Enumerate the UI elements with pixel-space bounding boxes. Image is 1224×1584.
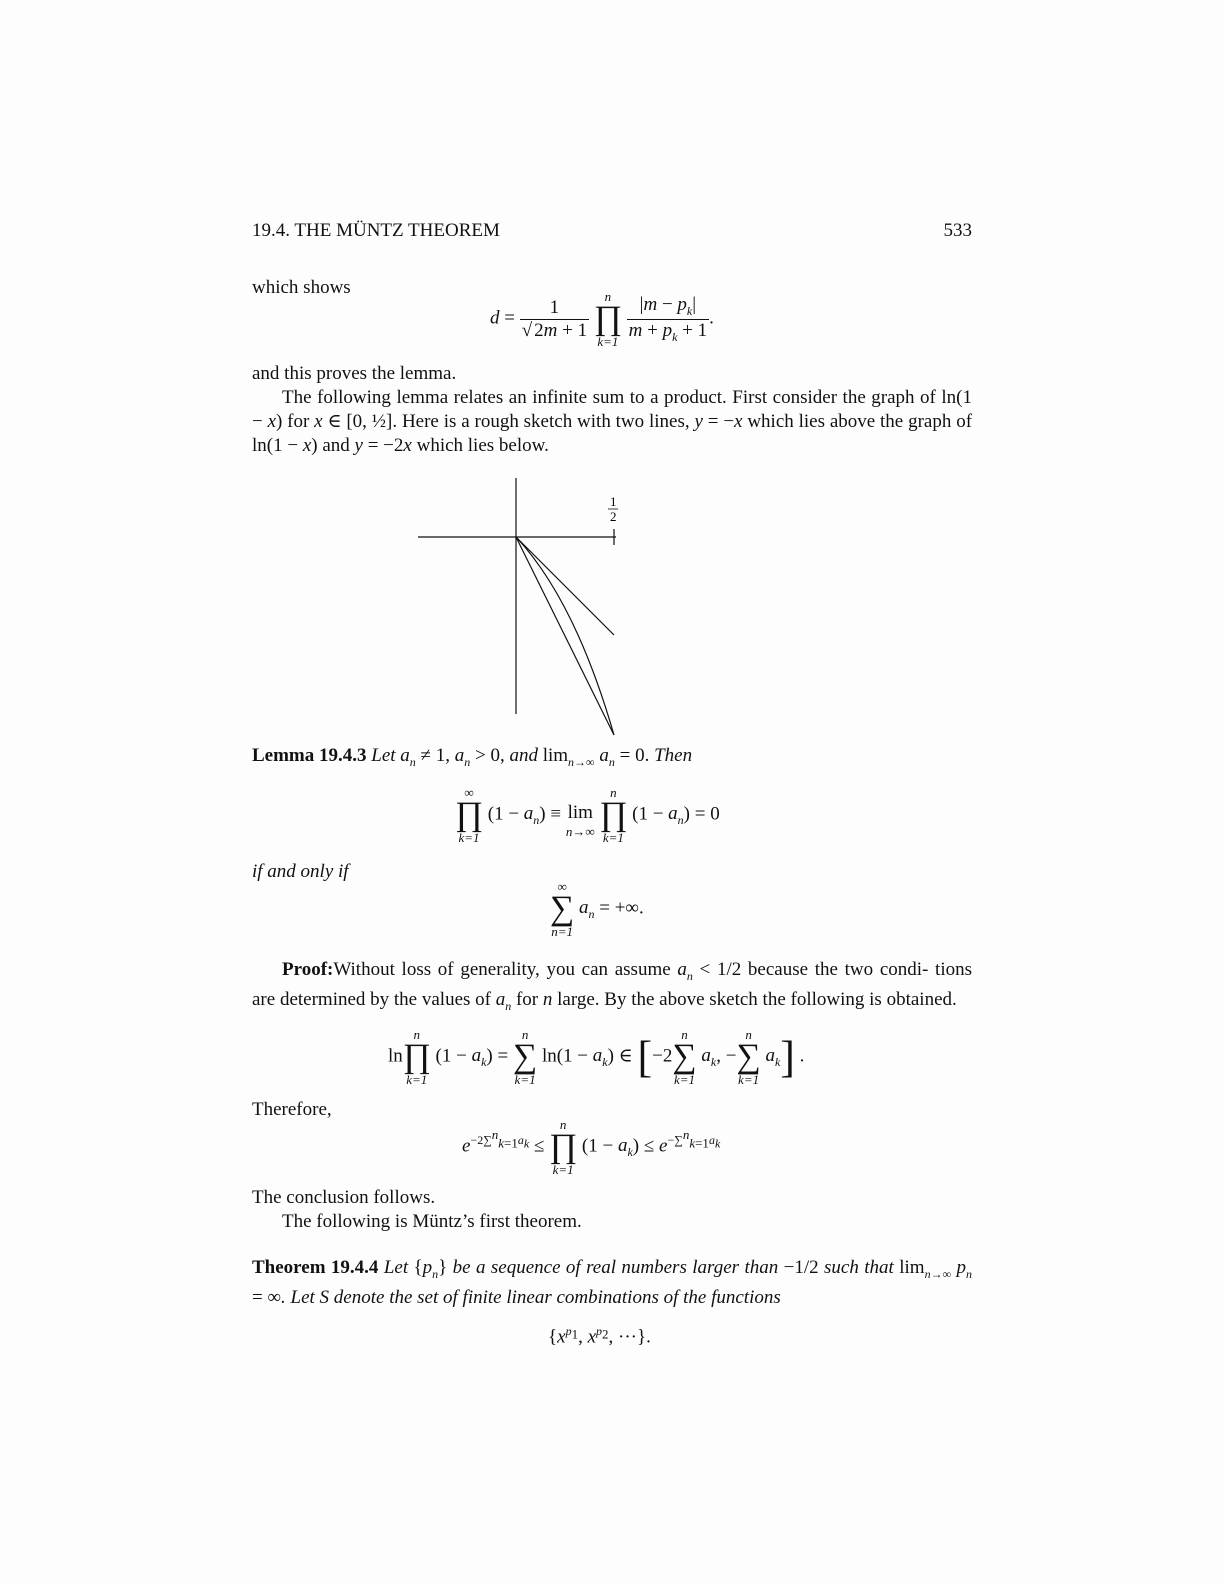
theorem-statement: Theorem 19.4.4 Let $\{p_n\}$ be a sequence of real numbers larger than −1/2 such that $\lim_{n\to\infty} p_n$ = ∞. Let S denote the set of finite linear combinations of the functions	[252, 1257, 973, 1308]
intro-paragraph: The following lemma relates an infinite sum to a product. First consider the graph of ln(1 − x) for x ∈ [0, ½]. Here is a rough sketch with two lines, y = −x which lies above the graph of ln(1 − x) and y = −2x which lies below.	[252, 387, 973, 456]
iff-text: if and only if	[252, 861, 349, 882]
conclusion-text: The conclusion follows.	[252, 1187, 436, 1208]
proof-paragraph: Proof:Without loss of generality, you can assume $a_n < 1/2$ because the two condi- tions are determined by the values of $a_n$ for n large. By the above sketch the following is obtained.	[252, 959, 972, 1013]
product-equation: ∞ ∏ k=1 $(1 - a_n)$ ≡ lim n→∞ n ∏ k=1 $(1 - a_n) = 0$	[455, 785, 720, 845]
proves-lemma: and this proves the lemma.	[252, 363, 457, 384]
ln-sketch-figure	[410, 470, 630, 750]
exp-inequality: $e^{-2\sum^n_{k=1}a_k}$ ≤ n ∏ k=1 $(1 - a_k) \le e^{-\sum^n_{k=1}a_k}$	[462, 1117, 721, 1177]
line-y-neg-2x	[516, 537, 614, 735]
function-set: {$x^{p_1}$, $x^{p_2}$, ···}.	[548, 1324, 651, 1348]
section-title: 19.4. THE MÜNTZ THEOREM	[252, 220, 500, 241]
log-equation: ln n ∏ k=1 $(1 - a_k)$ = n ∑ k=1 $\ln(1 - a_k)$ ∈ [−2 n ∑ k=1 $a_k$, − n ∑ k=1 $a_k$] .	[388, 1027, 805, 1087]
therefore-text: Therefore,	[252, 1099, 332, 1120]
half-label-num: 1	[610, 494, 617, 509]
line-y-neg-x	[516, 537, 614, 635]
sum-equation: ∞ ∑ n=1 $a_n$ = +∞.	[550, 879, 644, 939]
half-label-den: 2	[610, 509, 617, 524]
which-shows: which shows	[252, 277, 351, 298]
muntz-first-text: The following is Müntz’s first theorem.	[282, 1211, 582, 1232]
running-header	[252, 220, 972, 246]
page-number: 533	[943, 220, 972, 241]
lemma-statement: Lemma 19.4.3 Let $a_n \ne 1$, $a_n > 0$, and $\lim_{n\to\infty} a_n = 0$. Then	[252, 745, 693, 769]
equation-d: d = $\frac{1}{√ 2m + 1}$ n ∏ k=1 $\frac{|m - p_k|}{m + p_k + 1}$ .	[490, 289, 714, 349]
